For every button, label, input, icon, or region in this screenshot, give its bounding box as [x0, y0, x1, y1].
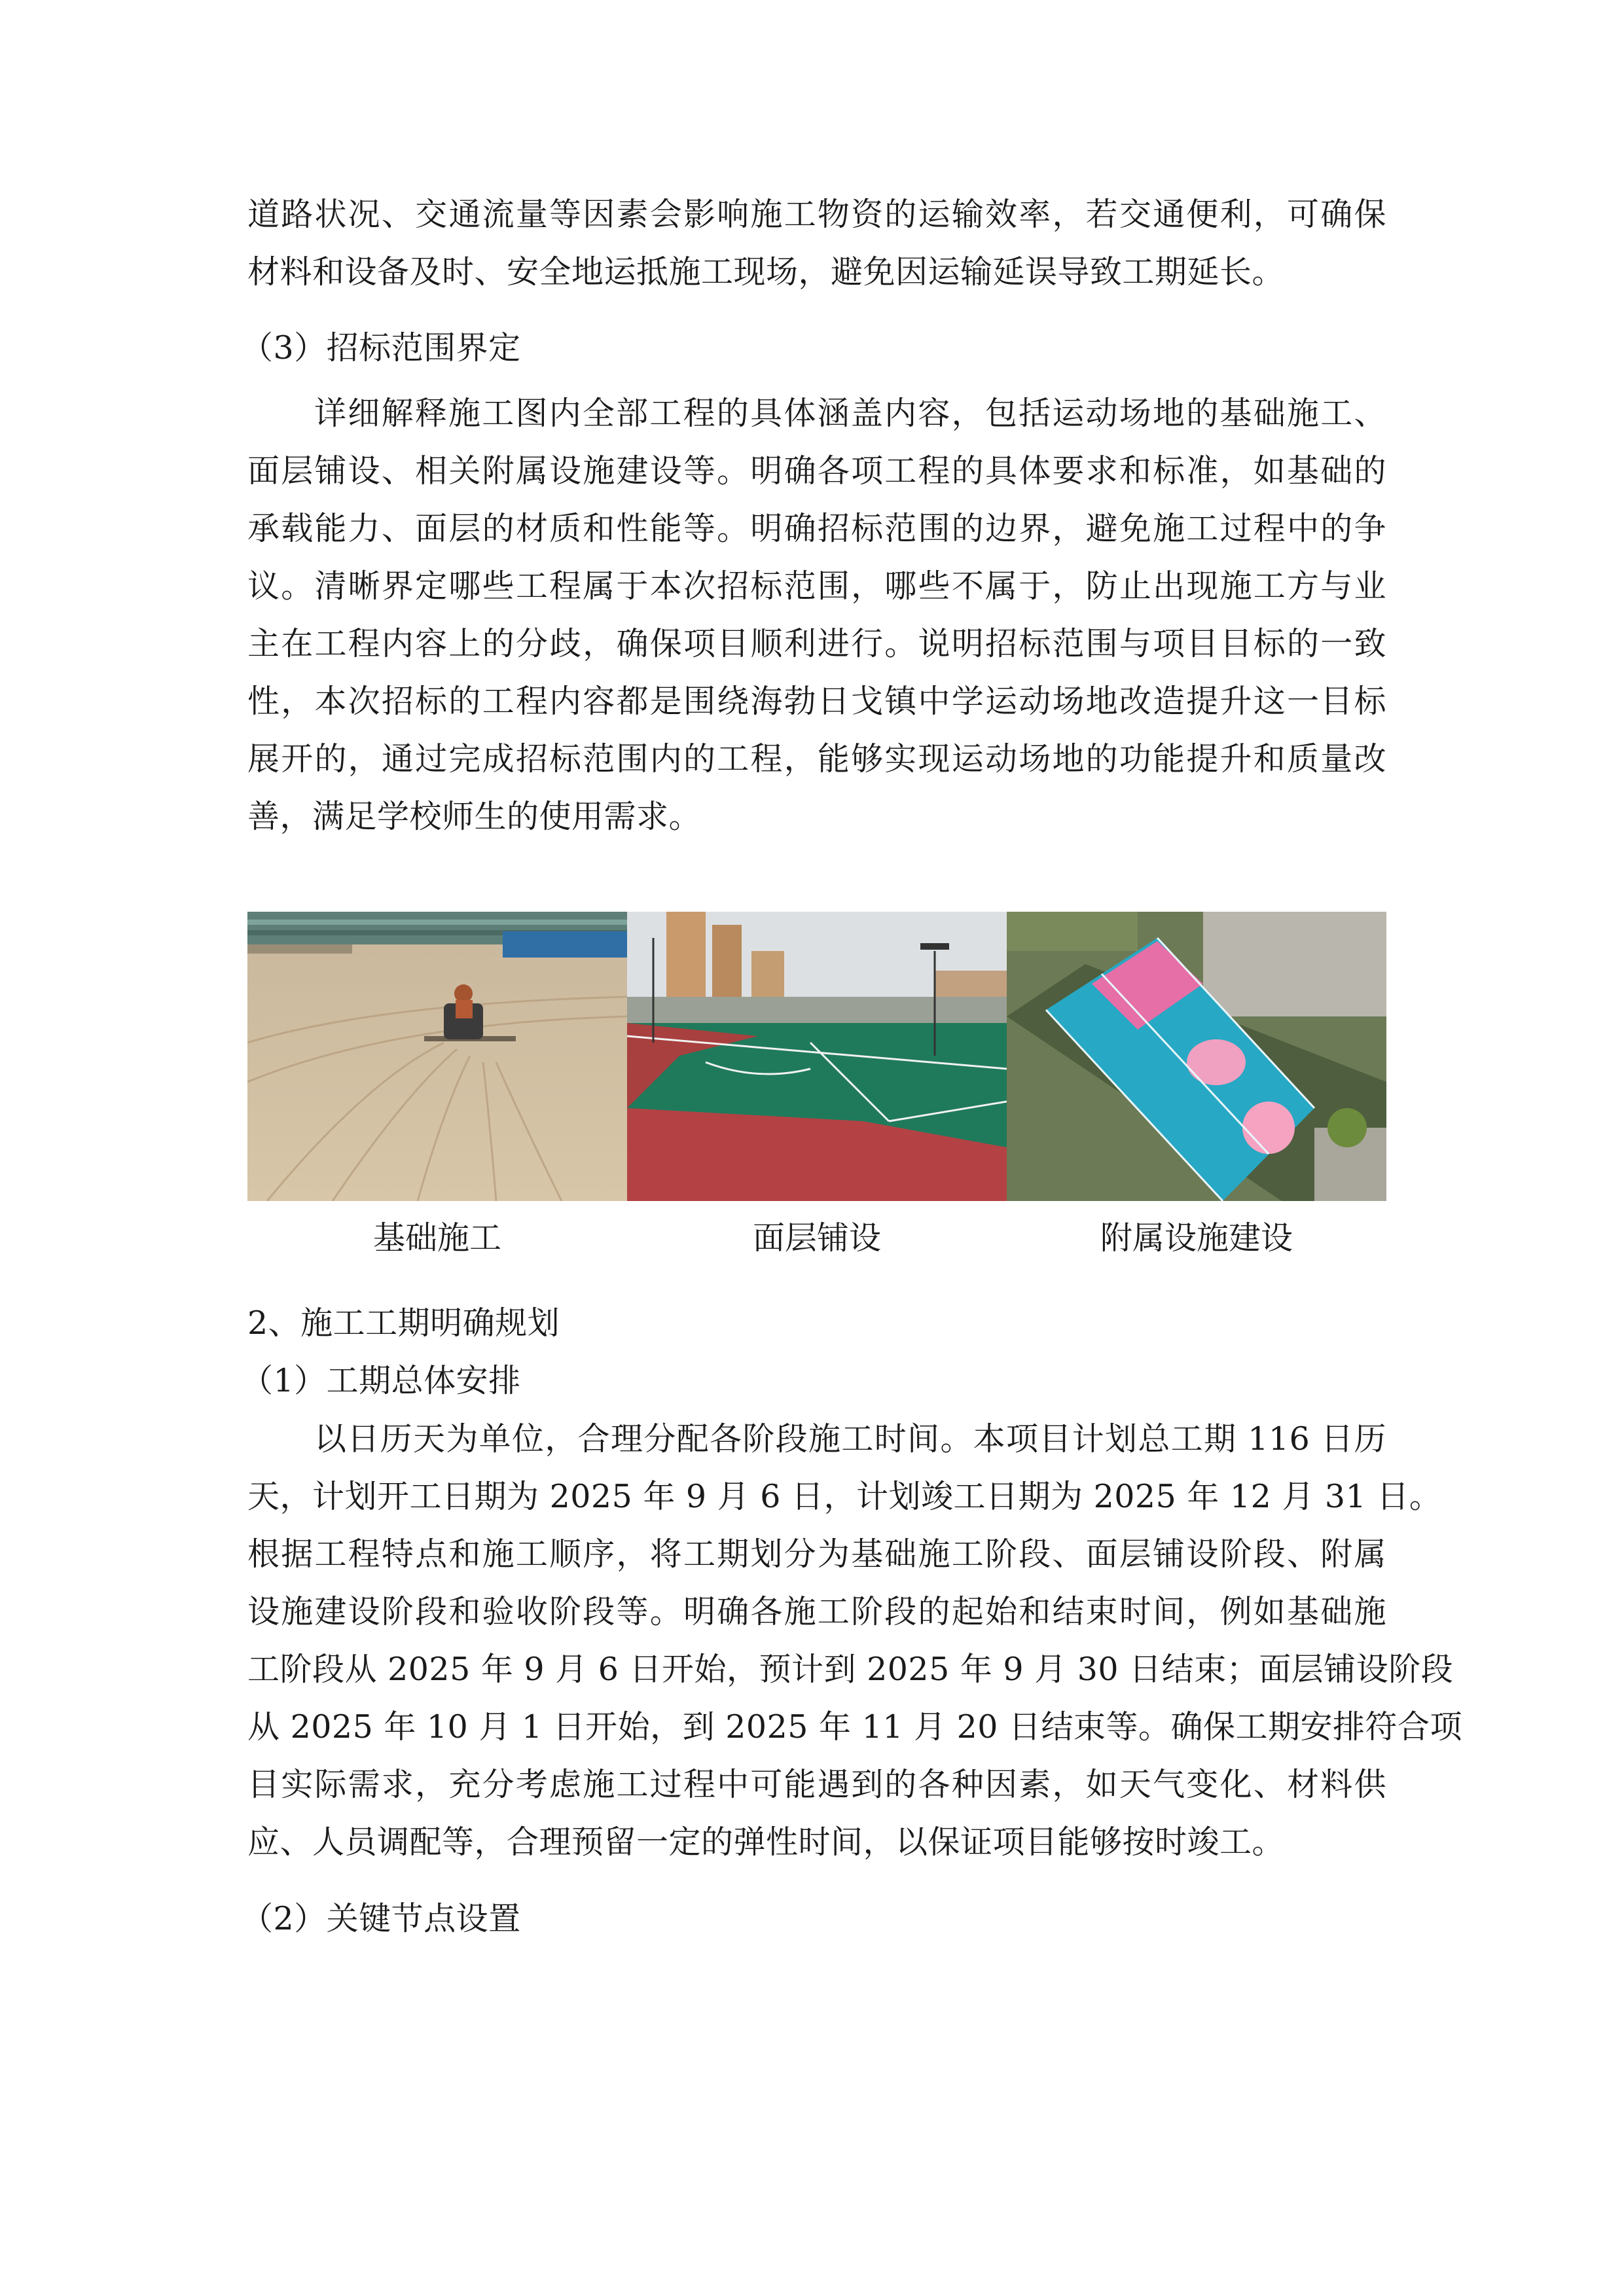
subsection-heading: （3）招标范围界定 [241, 329, 521, 367]
body-text-line: 性，本次招标的工程内容都是围绕海勃日戈镇中学运动场地改造提升这一目标 [247, 683, 1386, 720]
body-text-line: 展开的，通过完成招标范围内的工程，能够实现运动场地的功能提升和质量改 [247, 740, 1386, 778]
body-text-line: 材料和设备及时、安全地运抵施工现场，避免因运输延误导致工期延长。 [247, 253, 1285, 291]
photo-caption: 基础施工 [372, 1219, 501, 1257]
body-text-line: 天，计划开工日期为 2025 年 9 月 6 日，计划竣工日期为 2025 年 12 月 31 日。 [247, 1478, 1442, 1515]
body-text-line: 工阶段从 2025 年 9 月 6 日开始，预计到 2025 年 9 月 30 日结束；面层铺设阶段 [247, 1651, 1454, 1688]
foundation-construction-photo [247, 912, 627, 1201]
body-text-line: 善，满足学校师生的使用需求。 [247, 798, 702, 835]
subsection-heading: （1）工期总体安排 [241, 1362, 521, 1399]
body-text-line: 设施建设阶段和验收阶段等。明确各施工阶段的起始和结束时间，例如基础施 [247, 1593, 1386, 1630]
body-text-line: 目实际需求，充分考虑施工过程中可能遇到的各种因素，如天气变化、材料供 [247, 1766, 1386, 1803]
body-text-line: 道路状况、交通流量等因素会影响施工物资的运输效率，若交通便利，可确保 [247, 196, 1386, 233]
photo-caption: 面层铺设 [752, 1219, 881, 1257]
body-text-line: 主在工程内容上的分歧，确保项目顺利进行。说明招标范围与项目目标的一致 [247, 625, 1386, 662]
body-text-line: 详细解释施工图内全部工程的具体涵盖内容，包括运动场地的基础施工、 [314, 395, 1386, 432]
photo-caption: 附属设施建设 [1100, 1219, 1293, 1257]
body-text-line: 根据工程特点和施工顺序，将工期划分为基础施工阶段、面层铺设阶段、附属 [247, 1535, 1386, 1573]
body-text-line: 面层铺设、相关附属设施建设等。明确各项工程的具体要求和标准，如基础的 [247, 452, 1386, 490]
body-text-line: 以日历天为单位，合理分配各阶段施工时间。本项目计划总工期 116 日历 [314, 1420, 1386, 1458]
body-text-line: 应、人员调配等，合理预留一定的弹性时间，以保证项目能够按时竣工。 [247, 1823, 1285, 1861]
section-heading: 2、施工工期明确规划 [247, 1304, 560, 1342]
photo-strip [247, 912, 1386, 1201]
body-text-line: 承载能力、面层的材质和性能等。明确招标范围的边界，避免施工过程中的争 [247, 510, 1386, 547]
subsection-heading: （2）关键节点设置 [241, 1900, 521, 1937]
surface-laying-photo [627, 912, 1007, 1201]
body-text-line: 从 2025 年 10 月 1 日开始，到 2025 年 11 月 20 日结束等。确保工期安排符合项 [247, 1708, 1463, 1746]
body-text-line: 议。清晰界定哪些工程属于本次招标范围，哪些不属于，防止出现施工方与业 [247, 567, 1386, 605]
ancillary-facilities-photo [1007, 912, 1386, 1201]
